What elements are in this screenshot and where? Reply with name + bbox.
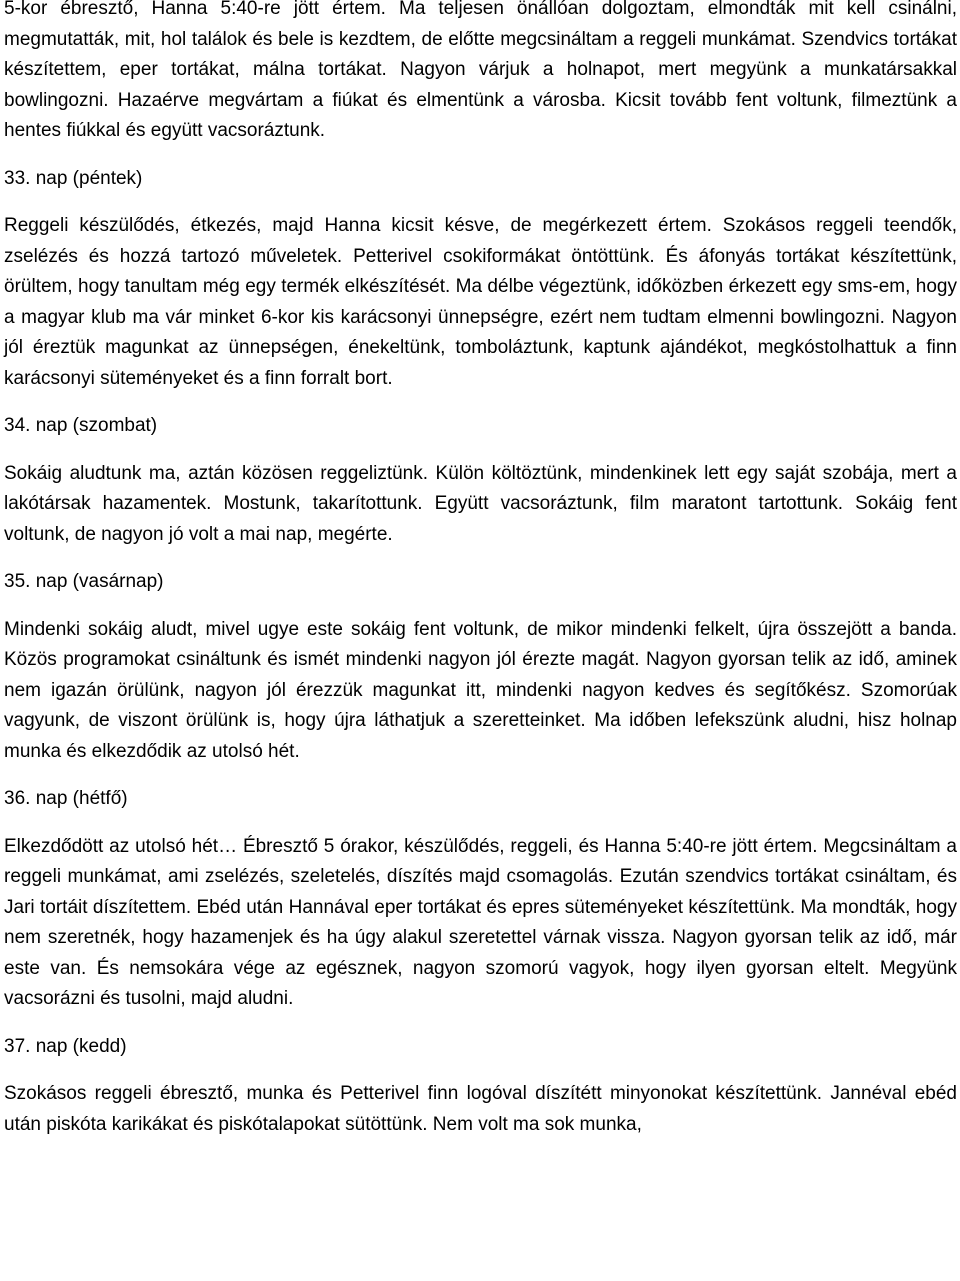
- day-heading-37: 37. nap (kedd): [4, 1035, 127, 1057]
- day-heading-33: 33. nap (péntek): [4, 167, 143, 189]
- paragraph-day-32-end: 5-kor ébresztő, Hanna 5:40-re jött értem. Ma teljesen önállóan dolgoztam, elmondták mit kell csinálni, megmutatták, mit, hol találok és bele is kezdtem, de előtte megcsináltam a reggeli munkámat. Szendvics tortákat készítettem, eper tortákat, málna tortákat. Nagyon várjuk a holnapot, mert megyünk a munkatársakkal bowlingozni. Hazaérve megvártam a fiúkat és elmentünk a városba. Kicsit tovább fent voltunk, filmeztünk a hentes fiúkkal és együtt vacsoráztunk.: [4, 0, 957, 141]
- paragraph-day-37: Szokásos reggeli ébresztő, munka és Petterivel finn logóval díszítétt minyonokat készítettünk. Jannéval ebéd után piskóta karikákat és piskótalapokat sütöttünk. Nem volt ma sok munka,: [4, 1083, 957, 1135]
- paragraph-day-34: Sokáig aludtunk ma, aztán közösen reggeliztünk. Külön költöztünk, mindenkinek lett egy saját szobája, mert a lakótársak hazamentek. Mostunk, takarítottunk. Együtt vacsoráztunk, film maratont tartottunk. Sokáig fent voltunk, de nagyon jó volt a mai nap, megérte.: [4, 462, 957, 545]
- document-page: [4, 0, 957, 1140]
- day-heading-34: 34. nap (szombat): [4, 415, 158, 436]
- day-heading-36: 36. nap (hétfő): [4, 788, 128, 809]
- paragraph-day-36: Elkezdődött az utolsó hét… Ébresztő 5 órakor, készülődés, reggeli, és Hanna 5:40-re jött értem. Megcsináltam a reggeli munkámat, ami zselézés, szeletelés, díszítés majd csomagolás. Ezután szendvics tortákat csináltam, és Jari tortáit díszítettem. Ebéd után Hannával eper tortákat és epres süteményeket készítettünk. Ma mondták, hogy nem szeretnék, hogy hazamenjek és ha úgy alakul szeretettel várnak vissza. Nagyon gyorsan telik az idő, már este van. És nemsokára vége az egésznek, nagyon szomorú vagyok, hogy ilyen gyorsan eltelt. Megyünk vacsorázni és tusolni, majd aludni.: [4, 835, 957, 1009]
- paragraph-day-33: Reggeli készülődés, étkezés, majd Hanna kicsit késve, de megérkezett értem. Szokásos reggeli teendők, zselézés és hozzá tartozó műveletek. Petterivel csokiformákat öntöttünk. És áfonyás tortákat készítettünk, örültem, hogy tanultam még egy termék elkészítését. Ma délbe végeztünk, időközben érkezett egy sms-em, hogy a magyar klub ma vár minket 6-kor kis karácsonyi ünnepségre, ezért nem tudtam elmenni bowlingozni. Nagyon jól éreztük magunkat az ünnepségen, énekeltünk, tomboláztunk, kaptunk ajándékot, megkóstolhattuk a finn karácsonyi süteményeket és a finn forralt bort.: [4, 215, 957, 389]
- day-heading-35: 35. nap (vasárnap): [4, 571, 164, 592]
- paragraph-day-35: Mindenki sokáig aludt, mivel ugye este sokáig fent voltunk, de mikor mindenki felkelt, újra összejött a banda. Közös programokat csináltunk és ismét mindenki nagyon jól érezte magát. Nagyon gyorsan telik az idő, aminek nem igazán örülünk, nagyon jól érezzük magunkat itt, mindenki nagyon kedves és segítőkész. Szomorúak vagyunk, de viszont örülünk is, hogy újra láthatjuk a szeretteinket. Ma időben lefekszünk aludni, hisz holnap munka és elkezdődik az utolsó hét.: [4, 618, 957, 762]
